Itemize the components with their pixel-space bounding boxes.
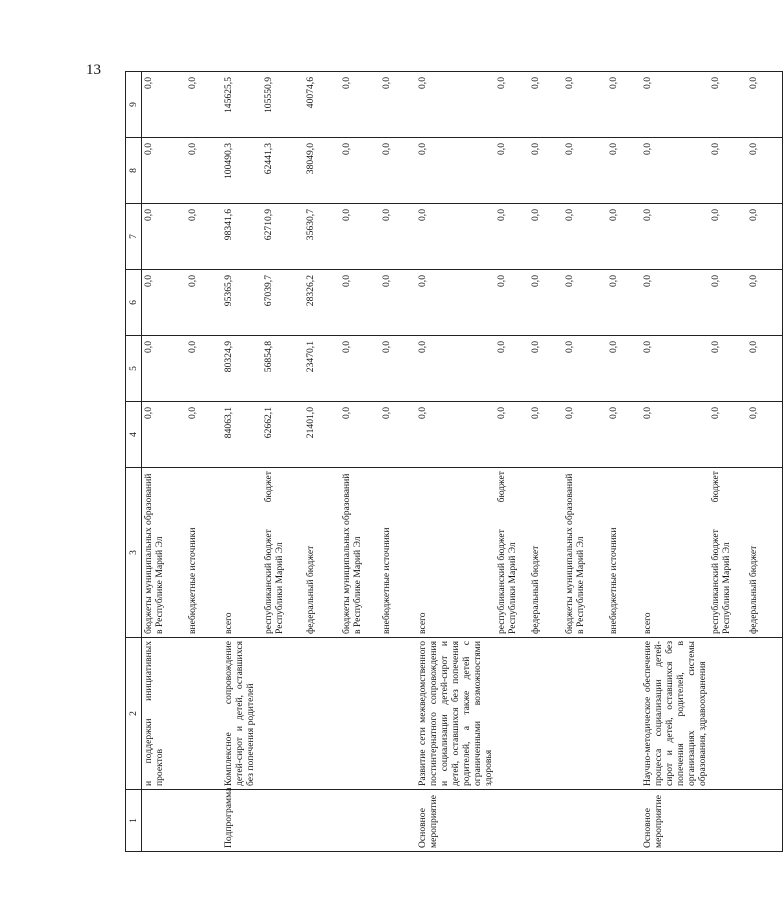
value-cell: 0,0: [563, 138, 607, 204]
funding-source-cell: [142, 468, 186, 638]
funding-source-label: федеральный бюджет: [747, 545, 759, 634]
value-cell: 0,0: [563, 336, 607, 402]
value-cell: 0,0: [340, 336, 380, 402]
value-cell: 40074,6: [304, 72, 340, 138]
value-cell: 0,0: [142, 270, 186, 336]
funding-source-cell: [186, 468, 222, 638]
value-cell: 0,0: [142, 336, 186, 402]
value-cell: 0,0: [607, 402, 641, 468]
table-row: [304, 72, 340, 852]
table-row: [495, 72, 529, 852]
value-cell: 0,0: [380, 72, 416, 138]
value-cell: 0,0: [709, 270, 747, 336]
funding-source-cell: [529, 468, 563, 638]
row-type-cell: [747, 790, 783, 852]
header-cell: 6: [126, 270, 142, 336]
funding-source-label: бюджеты муниципальных образований в Республике Марий Эл: [340, 473, 363, 634]
value-cell: 0,0: [641, 138, 709, 204]
row-type-cell: [495, 790, 529, 852]
funding-source-cell: [709, 468, 747, 638]
value-cell: 0,0: [709, 72, 747, 138]
value-cell: 0,0: [529, 270, 563, 336]
value-cell: 0,0: [416, 270, 495, 336]
value-cell: 0,0: [529, 336, 563, 402]
value-cell: 0,0: [641, 204, 709, 270]
rotated-table-container: [125, 72, 759, 852]
funding-source-cell: [607, 468, 641, 638]
value-cell: 0,0: [495, 138, 529, 204]
value-cell: 21401,0: [304, 402, 340, 468]
value-cell: 0,0: [186, 204, 222, 270]
value-cell: 0,0: [607, 72, 641, 138]
value-cell: 0,0: [495, 204, 529, 270]
funding-source-cell: [747, 468, 783, 638]
row-title-cell: [340, 638, 380, 790]
value-cell: 0,0: [709, 204, 747, 270]
value-cell: 0,0: [495, 270, 529, 336]
funding-source-label: бюджеты муниципальных образований в Республике Марий Эл: [143, 473, 165, 634]
value-cell: 84063,1: [222, 402, 262, 468]
table-row: [747, 72, 783, 852]
value-cell: 38049,0: [304, 138, 340, 204]
header-cell: 2: [126, 638, 142, 790]
page-number: 13: [86, 62, 101, 78]
row-type-cell: Основное мероприятие: [416, 790, 495, 852]
value-cell: 0,0: [747, 138, 783, 204]
value-cell: 100490,3: [222, 138, 262, 204]
row-type-cell: [563, 790, 607, 852]
funding-source-cell: [262, 468, 304, 638]
value-cell: 35630,7: [304, 204, 340, 270]
value-cell: 0,0: [747, 336, 783, 402]
value-cell: 28326,2: [304, 270, 340, 336]
value-cell: 0,0: [607, 204, 641, 270]
row-type-cell: [709, 790, 747, 852]
value-cell: 105550,9: [262, 72, 304, 138]
table-row: [563, 72, 607, 852]
value-cell: 0,0: [563, 270, 607, 336]
value-cell: 0,0: [186, 336, 222, 402]
value-cell: 0,0: [142, 72, 186, 138]
funding-source-cell: [304, 468, 340, 638]
table-row: [416, 72, 495, 852]
row-title-cell: [380, 638, 416, 790]
row-title-cell: Комплексное сопровождение детей-сирот и детей, оставшихся без попечения родителей: [222, 638, 262, 790]
row-type-cell: Подпрограмма: [222, 790, 262, 852]
funding-source-label: федеральный бюджет: [529, 545, 541, 634]
funding-source-cell: [495, 468, 529, 638]
value-cell: 98341,6: [222, 204, 262, 270]
value-cell: 0,0: [380, 270, 416, 336]
value-cell: 0,0: [641, 72, 709, 138]
header-cell: 4: [126, 402, 142, 468]
value-cell: 0,0: [563, 72, 607, 138]
funding-source-label: республиканский бюджет Республики Марий Эл: [262, 529, 285, 634]
table-row: [262, 72, 304, 852]
row-type-cell: Основное мероприятие: [641, 790, 709, 852]
row-title-cell: Развитие сети межведомственного постинтернатного сопровождения и социализации детей-сирот и детей, оставшихся без попечения родителей, а также детей с ограниченными возможностями здоровья: [416, 638, 495, 790]
funding-source-cell: [222, 468, 262, 638]
row-type-cell: [380, 790, 416, 852]
table-row: [529, 72, 563, 852]
row-title-cell: [747, 638, 783, 790]
table-row: [186, 72, 222, 852]
value-cell: 0,0: [607, 138, 641, 204]
value-cell: 0,0: [529, 138, 563, 204]
value-cell: 0,0: [416, 402, 495, 468]
value-cell: 0,0: [747, 402, 783, 468]
funding-source-side-label: бюджет: [495, 471, 507, 503]
funding-source-label: всего: [416, 612, 428, 634]
row-type-cell: [340, 790, 380, 852]
value-cell: 62662,1: [262, 402, 304, 468]
funding-source-label: внебюджетные источники: [607, 527, 619, 634]
value-cell: 0,0: [142, 402, 186, 468]
value-cell: 0,0: [186, 270, 222, 336]
row-title-cell: [607, 638, 641, 790]
value-cell: 80324,9: [222, 336, 262, 402]
funding-source-cell: [380, 468, 416, 638]
funding-source-cell: [641, 468, 709, 638]
header-cell: 5: [126, 336, 142, 402]
header-cell: 1: [126, 790, 142, 852]
table-row: [222, 72, 262, 852]
row-type-cell: [262, 790, 304, 852]
row-type-cell: [142, 790, 186, 852]
row-title-cell: [186, 638, 222, 790]
row-title-cell: [529, 638, 563, 790]
row-title-cell: и поддержки инициативных проектов: [142, 638, 186, 790]
row-type-cell: [304, 790, 340, 852]
value-cell: 145625,5: [222, 72, 262, 138]
row-type-cell: [607, 790, 641, 852]
row-title-cell: [709, 638, 747, 790]
funding-source-label: федеральный бюджет: [304, 545, 316, 634]
table-row: [709, 72, 747, 852]
table-row: [340, 72, 380, 852]
value-cell: 0,0: [380, 402, 416, 468]
value-cell: 0,0: [142, 138, 186, 204]
funding-source-side-label: бюджет: [709, 471, 721, 503]
value-cell: 0,0: [340, 402, 380, 468]
value-cell: 62710,9: [262, 204, 304, 270]
value-cell: 0,0: [380, 138, 416, 204]
funding-source-label: внебюджетные источники: [380, 527, 392, 634]
value-cell: 0,0: [186, 402, 222, 468]
value-cell: 0,0: [495, 402, 529, 468]
value-cell: 95365,9: [222, 270, 262, 336]
value-cell: 23470,1: [304, 336, 340, 402]
value-cell: 0,0: [495, 72, 529, 138]
funding-source-label: республиканский бюджет Республики Марий Эл: [709, 529, 732, 634]
value-cell: 0,0: [340, 72, 380, 138]
row-title-cell: [495, 638, 529, 790]
row-title-cell: [262, 638, 304, 790]
table-body: [126, 72, 783, 852]
value-cell: 0,0: [641, 402, 709, 468]
funding-source-cell: [340, 468, 380, 638]
value-cell: 0,0: [340, 204, 380, 270]
value-cell: 0,0: [142, 204, 186, 270]
value-cell: 0,0: [563, 204, 607, 270]
value-cell: 67039,7: [262, 270, 304, 336]
value-cell: 0,0: [340, 138, 380, 204]
row-type-cell: [186, 790, 222, 852]
value-cell: 0,0: [416, 72, 495, 138]
value-cell: 56854,8: [262, 336, 304, 402]
value-cell: 62441,3: [262, 138, 304, 204]
value-cell: 0,0: [495, 336, 529, 402]
header-cell: 3: [126, 468, 142, 638]
value-cell: 0,0: [416, 204, 495, 270]
value-cell: 0,0: [747, 270, 783, 336]
value-cell: 0,0: [607, 270, 641, 336]
funding-source-side-label: бюджет: [262, 471, 274, 503]
header-cell: 8: [126, 138, 142, 204]
row-title-cell: [563, 638, 607, 790]
value-cell: 0,0: [607, 336, 641, 402]
value-cell: 0,0: [747, 72, 783, 138]
value-cell: 0,0: [747, 204, 783, 270]
budget-table: [125, 71, 783, 852]
value-cell: 0,0: [529, 72, 563, 138]
row-title-cell: [304, 638, 340, 790]
value-cell: 0,0: [186, 72, 222, 138]
value-cell: 0,0: [529, 204, 563, 270]
row-type-cell: [529, 790, 563, 852]
funding-source-cell: [563, 468, 607, 638]
header-cell: 7: [126, 204, 142, 270]
value-cell: 0,0: [380, 204, 416, 270]
value-cell: 0,0: [709, 336, 747, 402]
value-cell: 0,0: [641, 336, 709, 402]
value-cell: 0,0: [380, 336, 416, 402]
value-cell: 0,0: [709, 138, 747, 204]
row-title-cell: Научно-методическое обеспечение процесса социализации детей-сирот и детей, оставшихся без попечения родителей, в организациях системы образования, здравоохранения: [641, 638, 709, 790]
funding-source-label: всего: [641, 612, 653, 634]
value-cell: 0,0: [529, 402, 563, 468]
header-cell: 9: [126, 72, 142, 138]
funding-source-label: республиканский бюджет Республики Марий Эл: [495, 529, 518, 634]
table-row: [607, 72, 641, 852]
value-cell: 0,0: [641, 270, 709, 336]
funding-source-label: всего: [222, 612, 234, 634]
value-cell: 0,0: [709, 402, 747, 468]
value-cell: 0,0: [416, 138, 495, 204]
value-cell: 0,0: [340, 270, 380, 336]
table-row: [380, 72, 416, 852]
funding-source-cell: [416, 468, 495, 638]
header-row: [126, 72, 142, 852]
value-cell: 0,0: [416, 336, 495, 402]
value-cell: 0,0: [186, 138, 222, 204]
table-row: [641, 72, 709, 852]
value-cell: 0,0: [563, 402, 607, 468]
funding-source-label: внебюджетные источники: [186, 527, 198, 634]
table-row: [142, 72, 186, 852]
funding-source-label: бюджеты муниципальных образований в Республике Марий Эл: [563, 473, 586, 634]
